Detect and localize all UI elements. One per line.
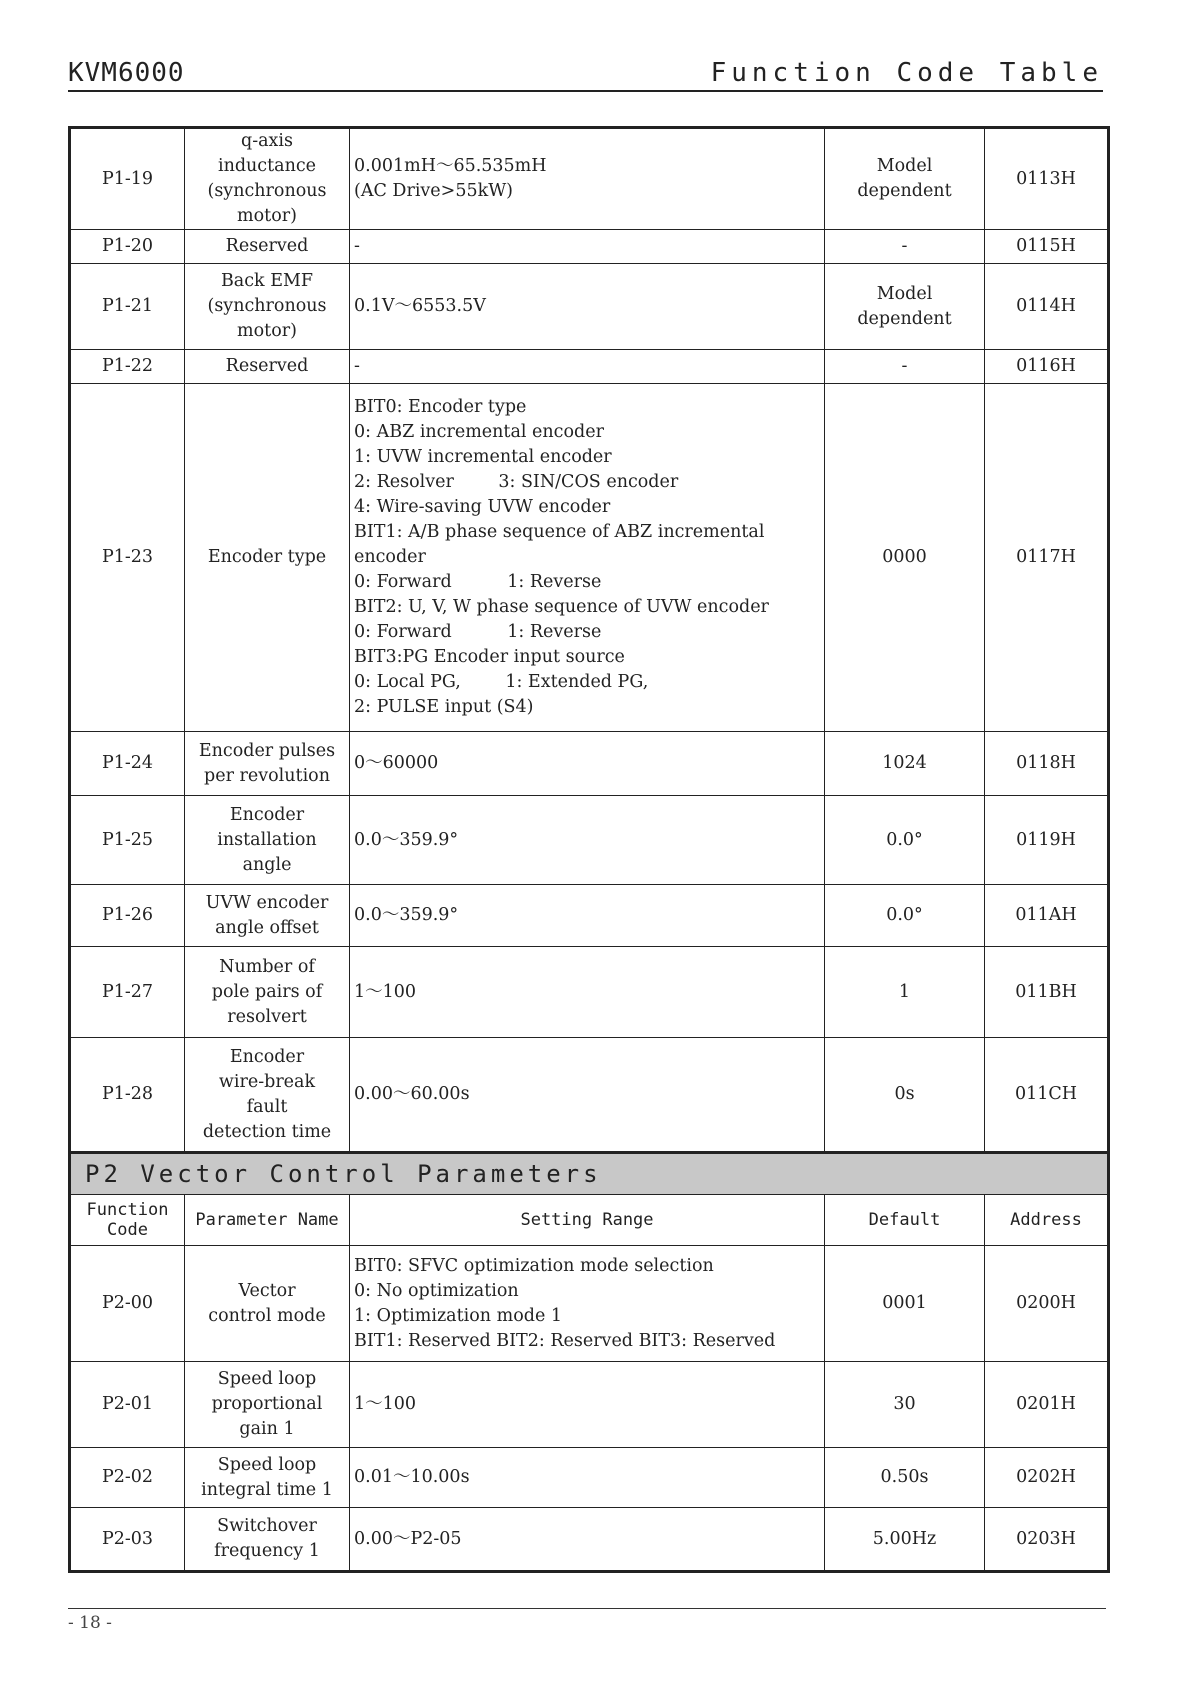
- function-code: P1-26: [70, 885, 185, 947]
- document-title: Function Code Table: [710, 58, 1103, 88]
- setting-range: 0.00～60.00s: [350, 1038, 825, 1153]
- table-row: [70, 128, 1109, 230]
- cell-line: 0: Forward 1: Reverse: [354, 572, 602, 592]
- setting-range: 1～100: [350, 947, 825, 1038]
- cell-line: Code: [107, 1220, 148, 1240]
- cell-line: integral time 1: [201, 1479, 333, 1500]
- section-title: P2 Vector Control Parameters: [70, 1153, 1109, 1195]
- cell-line: dependent: [857, 181, 952, 201]
- cell-line: BIT1: Reserved BIT2: Reserved BIT3: Reserved: [354, 1330, 776, 1351]
- cell-line: gain 1: [239, 1419, 295, 1439]
- address: 0118H: [985, 732, 1109, 796]
- table-row: [70, 230, 1109, 264]
- table-row: [70, 1508, 1109, 1572]
- default-value: 0000: [825, 384, 985, 732]
- column-header-range: Setting Range: [350, 1195, 825, 1246]
- setting-range: [350, 384, 825, 732]
- default-value: 1024: [825, 732, 985, 796]
- setting-range: [350, 1246, 825, 1362]
- function-code: P1-22: [70, 350, 185, 384]
- table-row: [70, 1448, 1109, 1508]
- parameter-name: [185, 264, 350, 350]
- default-value: 0s: [825, 1038, 985, 1153]
- parameter-name: Reserved: [185, 350, 350, 384]
- cell-line: 0.001mH～65.535mH: [354, 156, 547, 176]
- default-value: -: [825, 230, 985, 264]
- address: 0115H: [985, 230, 1109, 264]
- address: 0201H: [985, 1362, 1109, 1448]
- function-code: P1-21: [70, 264, 185, 350]
- default-value: 1: [825, 947, 985, 1038]
- function-code: P2-03: [70, 1508, 185, 1572]
- address: 0203H: [985, 1508, 1109, 1572]
- cell-line: Number of: [219, 956, 315, 977]
- setting-range: 1～100: [350, 1362, 825, 1448]
- cell-line: proportional: [211, 1394, 323, 1414]
- cell-line: (AC Drive>55kW): [354, 181, 514, 201]
- cell-line: 4: Wire-saving UVW encoder: [354, 497, 611, 517]
- address: 0113H: [985, 128, 1109, 230]
- parameter-name: [185, 732, 350, 796]
- cell-line: Speed loop: [217, 1369, 317, 1389]
- setting-range: -: [350, 350, 825, 384]
- parameter-name: [185, 947, 350, 1038]
- cell-line: q-axis: [241, 131, 293, 151]
- default-value: 0.0°: [825, 885, 985, 947]
- setting-range: 0.0～359.9°: [350, 796, 825, 885]
- function-code: P2-01: [70, 1362, 185, 1448]
- column-header-default: Default: [825, 1195, 985, 1246]
- setting-range: 0.00～P2-05: [350, 1508, 825, 1572]
- table-row: [70, 350, 1109, 384]
- table-row: [70, 1246, 1109, 1362]
- address: 0114H: [985, 264, 1109, 350]
- parameter-name: [185, 796, 350, 885]
- column-header-row: [70, 1195, 1109, 1246]
- cell-line: (synchronous: [207, 181, 327, 201]
- default-value: 5.00Hz: [825, 1508, 985, 1572]
- address: 011BH: [985, 947, 1109, 1038]
- default-value: 0.50s: [825, 1448, 985, 1508]
- table-row: [70, 1038, 1109, 1153]
- setting-range: -: [350, 230, 825, 264]
- table-row: [70, 796, 1109, 885]
- cell-line: dependent: [857, 308, 952, 329]
- parameter-name: Reserved: [185, 230, 350, 264]
- cell-line: 0: Forward 1: Reverse: [354, 622, 602, 642]
- product-name: KVM6000: [68, 58, 185, 88]
- default-value: [825, 128, 985, 230]
- column-header-code: [70, 1195, 185, 1246]
- cell-line: 0: No optimization: [354, 1280, 519, 1301]
- table-row: [70, 732, 1109, 796]
- default-value: [825, 264, 985, 350]
- cell-line: 1: UVW incremental encoder: [354, 447, 612, 467]
- function-code: P1-23: [70, 384, 185, 732]
- cell-line: angle: [242, 854, 292, 875]
- parameter-name: Encoder type: [185, 384, 350, 732]
- address: 0116H: [985, 350, 1109, 384]
- parameter-name: [185, 1508, 350, 1572]
- cell-line: Encoder: [229, 1046, 305, 1067]
- function-code: P1-25: [70, 796, 185, 885]
- section-header-row: [70, 1153, 1109, 1195]
- cell-line: 0: ABZ incremental encoder: [354, 422, 604, 442]
- table-row: [70, 1362, 1109, 1448]
- cell-line: Function: [86, 1200, 169, 1220]
- setting-range: 0～60000: [350, 732, 825, 796]
- cell-line: 2: Resolver 3: SIN/COS encoder: [354, 472, 679, 492]
- cell-line: BIT1: A/B phase sequence of ABZ incremental: [354, 522, 765, 542]
- footer-divider: [68, 1608, 1106, 1609]
- address: 0119H: [985, 796, 1109, 885]
- address: 0202H: [985, 1448, 1109, 1508]
- cell-line: Encoder: [229, 804, 305, 825]
- address: 011CH: [985, 1038, 1109, 1153]
- setting-range: 0.0～359.9°: [350, 885, 825, 947]
- cell-line: fault: [246, 1096, 288, 1117]
- cell-line: BIT3:PG Encoder input source: [354, 647, 625, 667]
- parameter-name: [185, 1038, 350, 1153]
- page-number: - 18 -: [68, 1613, 112, 1633]
- cell-line: Speed loop: [217, 1454, 317, 1475]
- cell-line: Vector: [238, 1280, 296, 1301]
- cell-line: Back EMF: [220, 271, 314, 291]
- cell-line: frequency 1: [214, 1541, 320, 1561]
- cell-line: per revolution: [204, 765, 330, 786]
- function-code: P1-19: [70, 128, 185, 230]
- function-code: P1-27: [70, 947, 185, 1038]
- cell-line: motor): [237, 206, 297, 226]
- default-value: 0001: [825, 1246, 985, 1362]
- column-header-name: Parameter Name: [185, 1195, 350, 1246]
- cell-line: (synchronous: [207, 296, 327, 316]
- cell-line: BIT0: SFVC optimization mode selection: [354, 1255, 714, 1276]
- cell-line: 2: PULSE input (S4): [354, 697, 534, 717]
- cell-line: resolvert: [227, 1006, 307, 1027]
- cell-line: UVW encoder: [205, 892, 329, 913]
- function-code: P2-02: [70, 1448, 185, 1508]
- function-code: P1-24: [70, 732, 185, 796]
- cell-line: control mode: [208, 1305, 326, 1326]
- function-code: P2-00: [70, 1246, 185, 1362]
- function-code: P1-20: [70, 230, 185, 264]
- cell-line: Switchover: [217, 1516, 317, 1536]
- cell-line: Model: [876, 156, 933, 176]
- cell-line: 1: Optimization mode 1: [354, 1305, 563, 1326]
- cell-line: motor): [237, 321, 297, 341]
- cell-line: BIT0: Encoder type: [354, 397, 527, 417]
- table-row: [70, 885, 1109, 947]
- parameter-name: [185, 1448, 350, 1508]
- cell-line: pole pairs of: [211, 981, 323, 1002]
- cell-line: installation: [217, 829, 317, 850]
- parameter-name: [185, 885, 350, 947]
- table-row: [70, 384, 1109, 732]
- default-value: 30: [825, 1362, 985, 1448]
- parameter-name: [185, 1362, 350, 1448]
- function-code: P1-28: [70, 1038, 185, 1153]
- parameter-name: [185, 1246, 350, 1362]
- column-header-address: Address: [985, 1195, 1109, 1246]
- cell-line: encoder: [354, 547, 426, 567]
- function-code-table: [68, 126, 1110, 1573]
- address: 011AH: [985, 885, 1109, 947]
- cell-line: Encoder pulses: [198, 740, 336, 761]
- address: 0200H: [985, 1246, 1109, 1362]
- address: 0117H: [985, 384, 1109, 732]
- default-value: -: [825, 350, 985, 384]
- cell-line: angle offset: [215, 917, 319, 938]
- cell-line: inductance: [217, 156, 317, 176]
- page-header: [68, 56, 1103, 92]
- cell-line: wire-break: [218, 1071, 316, 1092]
- parameter-name: [185, 128, 350, 230]
- default-value: 0.0°: [825, 796, 985, 885]
- cell-line: BIT2: U, V, W phase sequence of UVW encoder: [354, 597, 769, 617]
- setting-range: [350, 128, 825, 230]
- cell-line: detection time: [202, 1121, 332, 1142]
- table-row: [70, 264, 1109, 350]
- table-row: [70, 947, 1109, 1038]
- setting-range: 0.01～10.00s: [350, 1448, 825, 1508]
- cell-line: 0: Local PG, 1: Extended PG,: [354, 672, 649, 692]
- setting-range: 0.1V～6553.5V: [350, 264, 825, 350]
- cell-line: Model: [876, 283, 933, 304]
